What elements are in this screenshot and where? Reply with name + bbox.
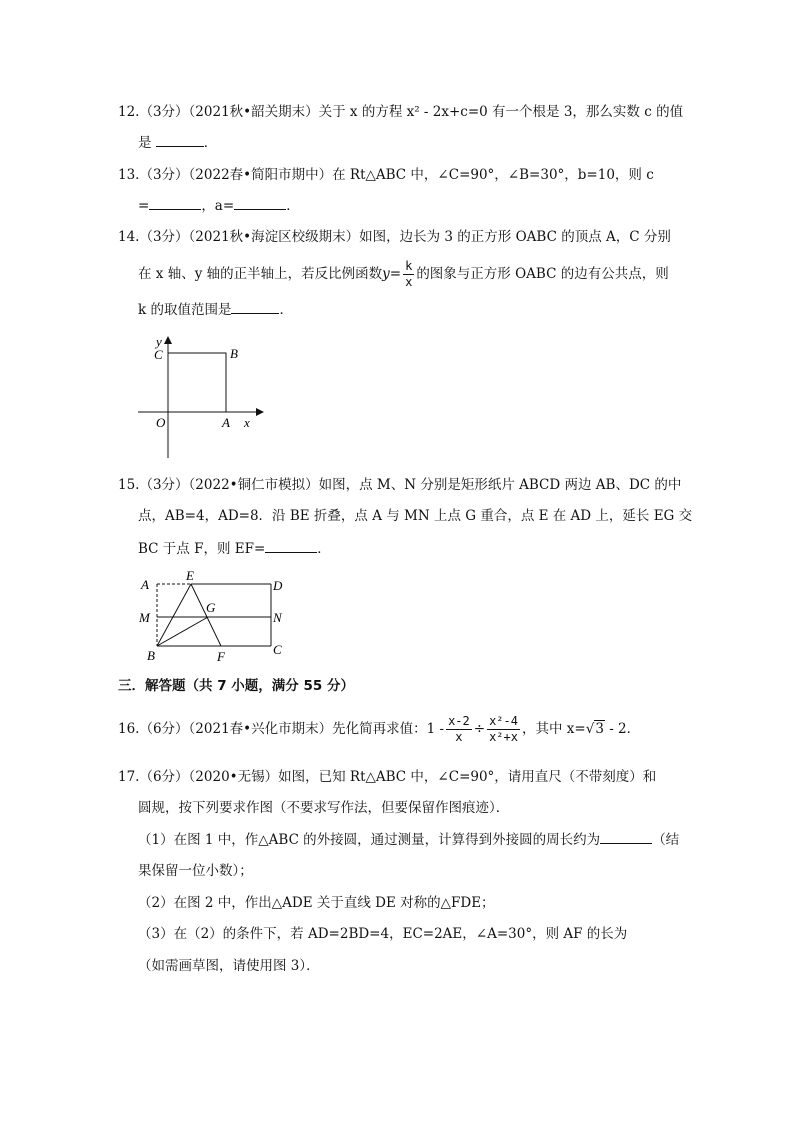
q13-line2-c: ． — [286, 198, 300, 214]
q14-line3-suffix: ． — [279, 302, 293, 318]
q14-func-denominator: x — [405, 275, 413, 289]
q14-line3-prefix: k 的取值范围是 — [138, 302, 232, 318]
q14-line2-prefix: 在 x 轴、y 轴的正半轴上，若反比例函数 — [138, 266, 383, 282]
q12-line1: 12.（3分）（2021秋•韶关期末）关于 x 的方程 x² - 2x+c=0 有一个根是 3，那么实数 c 的值 — [118, 104, 684, 120]
q16-frac2-numerator: x²-4 — [489, 714, 518, 728]
q14-func-y: y= — [382, 266, 402, 282]
q17-line6: （3）在（2）的条件下，若 AD=2BD=4，EC=2AE，∠A=30°，则 AF 的长为 — [138, 926, 628, 942]
q17-line3 — [138, 831, 679, 849]
q16-sqrt-argument: 3 — [595, 721, 604, 737]
q14-line2-suffix: 的图象与正方形 OABC 的边有公共点，则 — [416, 266, 669, 282]
q16-line — [118, 710, 640, 748]
q16-frac2-denominator: x²+x — [489, 730, 518, 744]
q13-line2-a: = — [138, 198, 150, 214]
q17-line4: 果保留一位小数）； — [138, 863, 253, 879]
label-G: G — [206, 600, 216, 615]
q16-prefix: 16.（6分）（2021春•兴化市期末）先化简再求值：1 - — [118, 721, 445, 737]
q17-answer-blank — [600, 831, 652, 844]
section-heading-answers: 三．解答题（共 7 小题，满分 55 分） — [118, 678, 354, 694]
q14-func-numerator: k — [405, 259, 413, 273]
label-F: F — [217, 649, 225, 664]
q14-line1: 14.（3分）（2021秋•海淀区校级期末）如图，边长为 3 的正方形 OABC 的顶点 A，C 分别 — [118, 229, 671, 245]
q15-line3 — [138, 540, 331, 558]
q16-frac1-numerator: x-2 — [448, 714, 470, 728]
q12-line2 — [138, 134, 217, 152]
q12-answer-blank — [156, 134, 204, 147]
label-C: C — [154, 347, 163, 362]
label-M: M — [139, 610, 150, 625]
q16-suffix-b: - 2． — [604, 721, 641, 737]
q14-line3 — [138, 301, 293, 319]
q13-blank-c — [149, 197, 201, 210]
q14-square-figure — [130, 330, 270, 465]
q14-answer-blank — [231, 301, 279, 314]
label-B: B — [230, 346, 238, 361]
q14-line2 — [138, 256, 669, 292]
label-A: A — [222, 415, 230, 430]
q14-function-fraction — [403, 259, 414, 290]
label-B: B — [147, 648, 155, 663]
q15-line1: 15.（3分）（2022•铜仁市模拟）如图，点 M、N 分别是矩形纸片 ABCD 两边 AB、DC 的中 — [118, 477, 682, 493]
q15-answer-blank — [265, 540, 317, 553]
q13-line2 — [138, 197, 300, 215]
q17-line3-suffix: （结 — [652, 832, 680, 848]
q17-line7: （如需画草图，请使用图 3）． — [138, 958, 320, 974]
q17-line1: 17.（6分）（2020•无锡）如图，已知 Rt△ABC 中，∠C=90°，请用直尺（不带刻度）和 — [118, 769, 657, 785]
q15-line2: 点，AB=4，AD=8．沿 BE 折叠，点 A 与 MN 上点 G 重合，点 E 在 AD 上，延长 EG 交 — [138, 508, 693, 524]
q13-line2-b: ，a= — [201, 198, 235, 214]
q17-line3-prefix: （1）在图 1 中，作△ABC 的外接圆，通过测量，计算得到外接圆的周长约为 — [138, 832, 601, 848]
x-axis-arrow-icon — [256, 408, 264, 416]
label-E: E — [186, 568, 194, 583]
q12-line2-prefix: 是 — [138, 135, 156, 151]
label-x: x — [244, 415, 250, 430]
label-N: N — [273, 610, 282, 625]
q13-line1: 13.（3分）（2022春•简阳市期中）在 Rt△ABC 中，∠C=90°，∠B=30°，b=10，则 c — [118, 167, 654, 183]
q16-fraction-1 — [446, 714, 472, 745]
q12-line2-suffix: ． — [203, 135, 218, 151]
q17-line2: 圆规，按下列要求作图（不要求写作法，但要保留作图痕迹）． — [138, 800, 510, 816]
q16-frac1-denominator: x — [455, 730, 463, 744]
label-y: y — [156, 334, 162, 349]
q13-blank-a — [234, 197, 286, 210]
q16-fraction-2 — [487, 714, 520, 745]
q16-suffix-a: ，其中 x=√ — [521, 721, 595, 737]
label-C: C — [273, 642, 282, 657]
y-axis-arrow-icon — [164, 336, 172, 344]
label-A: A — [141, 577, 149, 592]
q15-rectangle-figure — [135, 568, 295, 668]
q15-line3-suffix: ． — [317, 541, 331, 557]
q17-line5: （2）在图 2 中，作出△ADE 关于直线 DE 对称的△FDE； — [138, 895, 495, 911]
label-D: D — [273, 578, 283, 593]
q16-divide-sign: ÷ — [473, 721, 486, 737]
label-O: O — [156, 415, 166, 430]
q15-line3-prefix: BC 于点 F，则 EF= — [138, 541, 266, 557]
square-oabc — [168, 353, 226, 412]
